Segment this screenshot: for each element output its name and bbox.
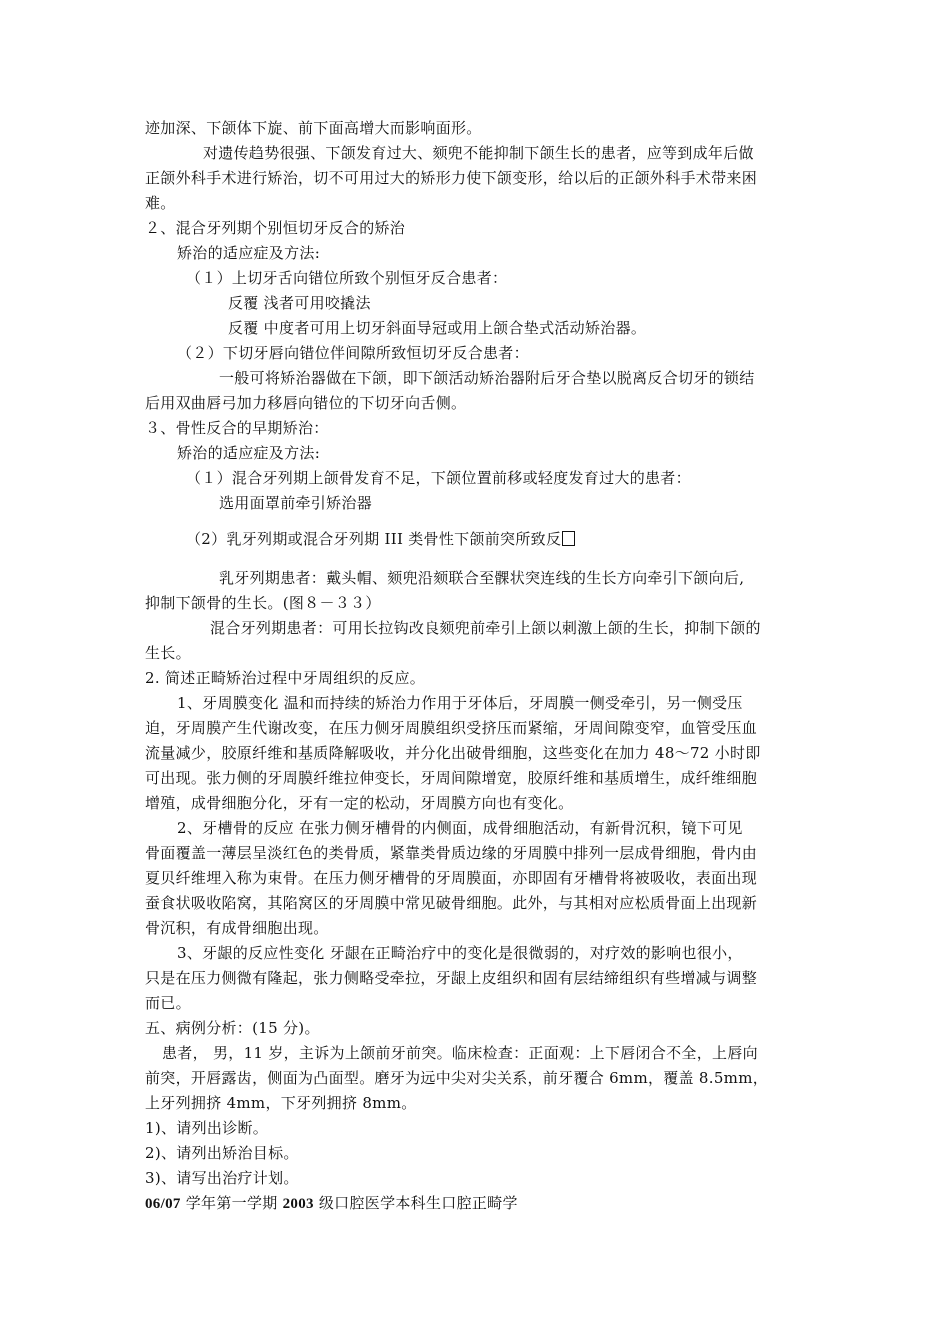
question-item: 1)、请列出诊断。: [145, 1119, 269, 1137]
footer-year: 06/07: [145, 1196, 181, 1212]
text-line: 而已。: [145, 994, 191, 1012]
text-line: 抑制下颌骨的生长。(图８－３３）: [145, 594, 381, 612]
text-line: 流量减少，胶原纤维和基质降解吸收，并分化出破骨细胞，这些变化在加力 48～72 小时即: [145, 744, 761, 762]
text-line: （２）下切牙唇向错位伴间隙所致恒切牙反合患者：: [177, 344, 529, 362]
text-line: 反覆 中度者可用上切牙斜面导冠或用上颌合垫式活动矫治器。: [228, 319, 647, 337]
text-line: 反覆 浅者可用咬撬法: [228, 294, 371, 312]
text-line: 上牙列拥挤 4mm，下牙列拥挤 8mm。: [145, 1094, 417, 1112]
text-line: 正颌外科手术进行矫治，切不可用过大的矫形力使下颌变形，给以后的正颌外科手术带来困: [145, 169, 758, 187]
text-line: 前突，开唇露齿，侧面为凸面型。磨牙为远中尖对尖关系，前牙覆合 6mm，覆盖 8.5mm，: [145, 1069, 769, 1087]
section-heading: ２、混合牙列期个别恒切牙反合的矫治: [145, 219, 406, 237]
footer-grade: 2003: [282, 1196, 314, 1212]
text-line: 难。: [145, 194, 176, 212]
section-heading: 五、病例分析：(15 分)。: [145, 1019, 320, 1037]
text-line: （１）上切牙舌向错位所致个别恒牙反合患者：: [186, 269, 508, 287]
text-line: 骨沉积，有成骨细胞出现。: [145, 919, 329, 937]
text-line: 对遗传趋势很强、下颌发育过大、颏兜不能抑制下颌生长的患者，应等到成年后做: [203, 144, 754, 162]
text-line: 迫，牙周膜产生代谢改变，在压力侧牙周膜组织受挤压而紧缩，牙周间隙变窄，血管受压血: [145, 719, 758, 737]
exam-footer-title: [145, 1191, 518, 1216]
text-line: 迹加深、下颌体下旋、前下面高增大而影响面形。: [145, 119, 482, 137]
question-item: 3)、请写出治疗计划。: [145, 1169, 299, 1187]
text-line: 矫治的适应症及方法:: [177, 244, 321, 262]
text-line: 后用双曲唇弓加力移唇向错位的下切牙向舌侧。: [145, 394, 467, 412]
text-line: 1、牙周膜变化 温和而持续的矫治力作用于牙体后，牙周膜一侧受牵引，另一侧受压: [177, 694, 743, 712]
text-line: 增殖，成骨细胞分化，牙有一定的松动，牙周膜方向也有变化。: [145, 794, 574, 812]
missing-glyph-box: [562, 531, 575, 546]
text-line: 一般可将矫治器做在下颌，即下颌活动矫治器附后牙合垫以脱离反合切牙的锁结: [219, 369, 755, 387]
question-heading: 2. 简述正畸矫治过程中牙周组织的反应。: [145, 669, 426, 687]
text-line: 矫治的适应症及方法:: [177, 444, 321, 462]
text-line: 混合牙列期患者：可用长拉钩改良颏兜前牵引上颌以刺激上颌的生长，抑制下颌的: [210, 619, 761, 637]
text-line: 夏贝纤维埋入称为束骨。在压力侧牙槽骨的牙周膜面，亦即固有牙槽骨将被吸收，表面出现: [145, 869, 758, 887]
text-line: 患者， 男，11 岁，主诉为上颌前牙前突。临床检查：正面观：上下唇闭合不全，上唇向: [162, 1044, 758, 1062]
text-line: 只是在压力侧微有隆起，张力侧略受牵拉，牙龈上皮组织和固有层结缔组织有些增减与调整: [145, 969, 758, 987]
text-fragment: （2）乳牙列期或混合牙列期 III 类骨性下颌前突所致反: [186, 530, 562, 548]
text-line: 乳牙列期患者：戴头帽、颏兜沿颏联合至髁状突连线的生长方向牵引下颌向后,: [219, 569, 745, 587]
text-line: （１）混合牙列期上颌骨发育不足，下颌位置前移或轻度发育过大的患者：: [186, 469, 691, 487]
text-line: 3、牙龈的反应性变化 牙龈在正畸治疗中的变化是很微弱的，对疗效的影响也很小，: [177, 944, 743, 962]
text-line: 可出现。张力侧的牙周膜纤维拉伸变长，牙周间隙增宽，胶原纤维和基质增生，成纤维细胞: [145, 769, 758, 787]
text-line: 选用面罩前牵引矫治器: [219, 494, 373, 512]
section-heading: ３、骨性反合的早期矫治：: [145, 419, 329, 437]
text-line: 生长。: [145, 644, 191, 662]
footer-course: 级口腔医学本科生口腔正畸学: [313, 1194, 518, 1212]
text-line: [186, 527, 575, 551]
text-line: 2、牙槽骨的反应 在张力侧牙槽骨的内侧面，成骨细胞活动，有新骨沉积，镜下可见: [177, 819, 743, 837]
text-line: 骨面覆盖一薄层呈淡红色的类骨质，紧靠类骨质边缘的牙周膜中排列一层成骨细胞，骨内由: [145, 844, 758, 862]
question-item: 2)、请列出矫治目标。: [145, 1144, 299, 1162]
text-line: 蚕食状吸收陷窝，其陷窝区的牙周膜中常见破骨细胞。此外，与其相对应松质骨面上出现新: [145, 894, 758, 912]
footer-semester: 学年第一学期: [180, 1194, 283, 1212]
